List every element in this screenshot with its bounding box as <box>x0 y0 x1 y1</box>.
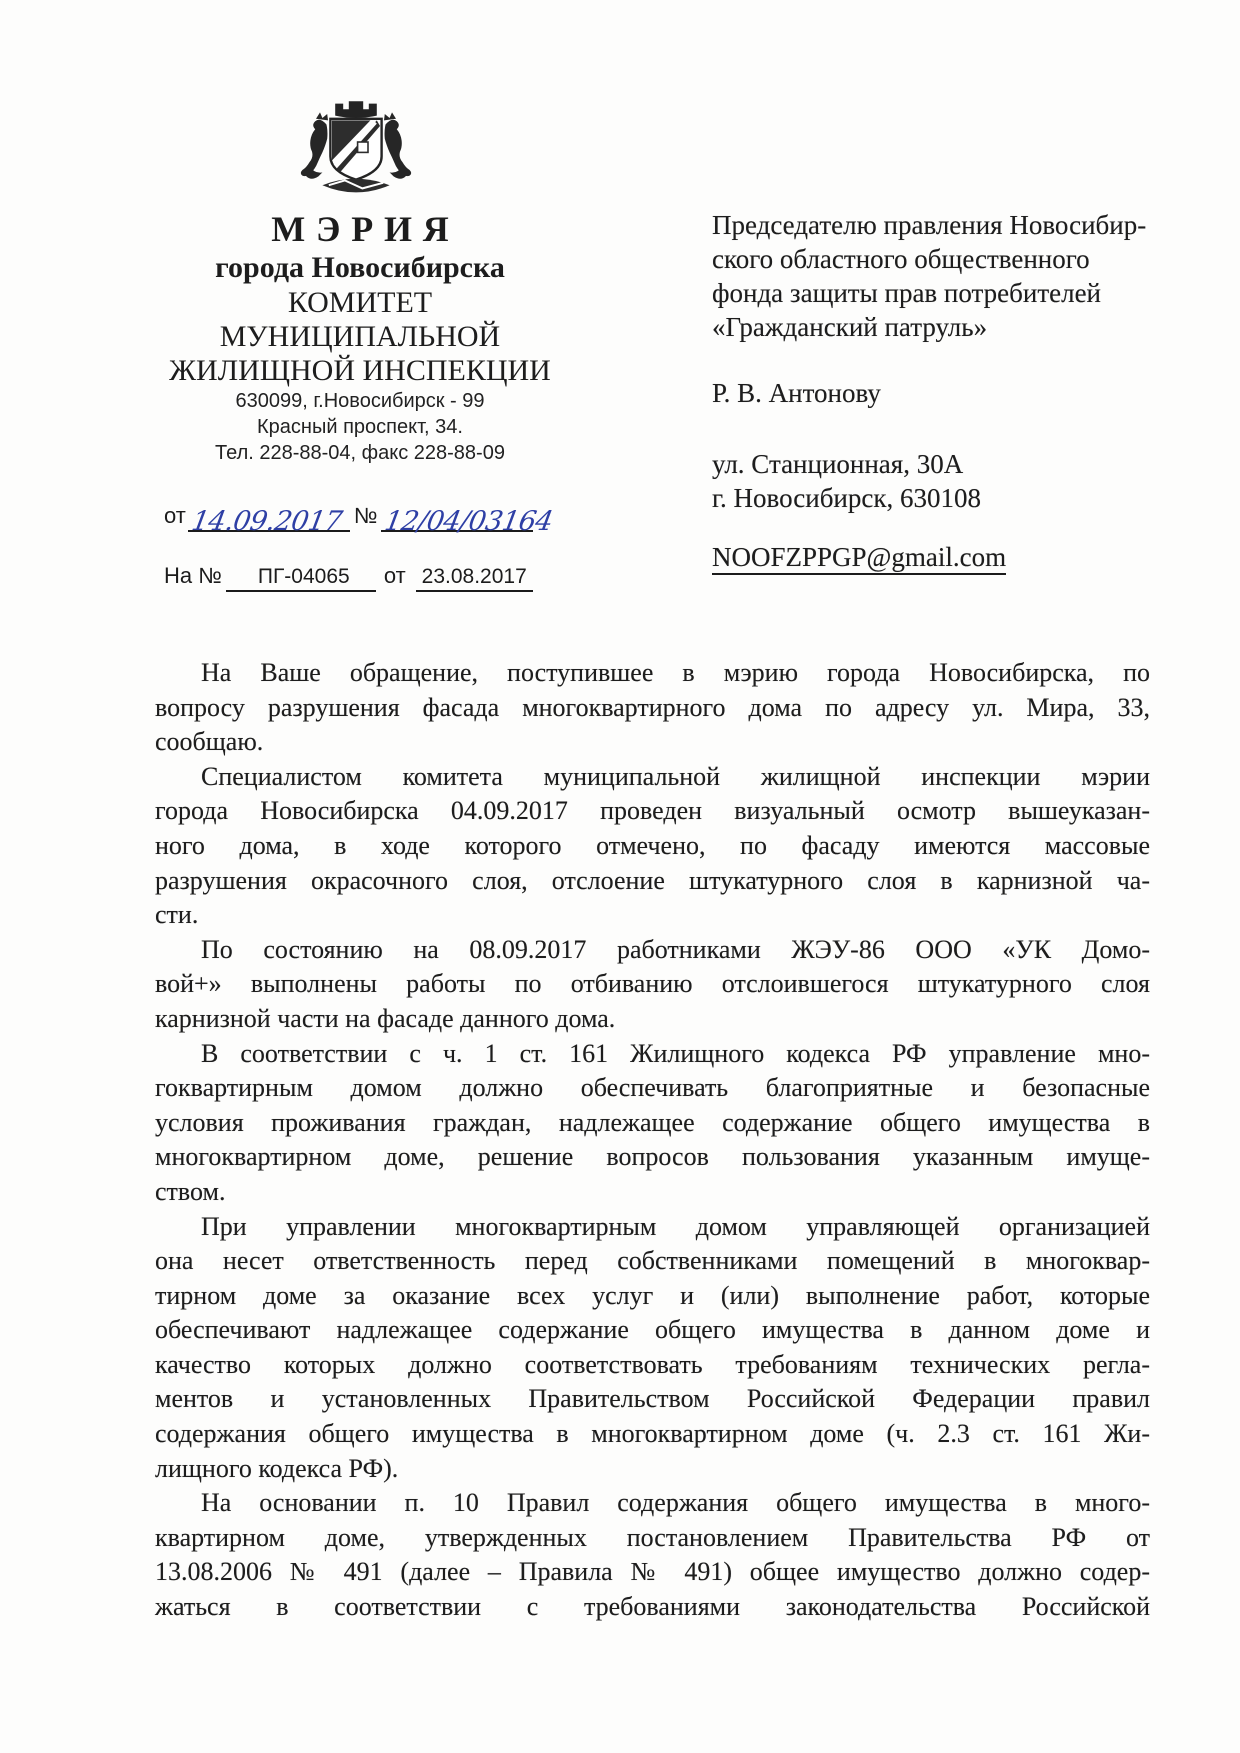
body-text-line: содержания общего имущества в многоквартирном доме (ч. 2.3 ст. 161 Жи- <box>155 1419 1150 1449</box>
org-name-city: города Новосибирска <box>215 251 505 284</box>
recipient-org-line-1: Председателю правления Новосибир- <box>712 210 1147 240</box>
recipient-org-line-4: «Гражданский патруль» <box>712 312 988 342</box>
incoming-date-slot <box>416 556 533 592</box>
body-text-line: сообщаю. <box>155 727 264 757</box>
recipient-block <box>712 208 1192 575</box>
body-text-line: обеспечивают надлежащее содержание общего имущества в данном доме и <box>155 1315 1150 1345</box>
body-text-line: вопросу разрушения фасада многоквартирного дома по адресу ул. Мира, 33, <box>155 692 1150 722</box>
novosibirsk-coat-of-arms-icon <box>300 94 412 206</box>
body-text-line: условия проживания граждан, надлежащее содержание общего имущества в <box>155 1107 1150 1137</box>
body-text-line: сти. <box>155 900 199 930</box>
recipient-email: NOOFZPPGP@gmail.com <box>712 541 1006 575</box>
incoming-from-label: от <box>383 563 406 588</box>
body-text-line: карнизной части на фасаде данного дома. <box>155 1003 616 1033</box>
incoming-reference-line <box>164 556 533 592</box>
recipient-org-line-3: фонда защиты прав потребителей <box>712 278 1102 308</box>
body-text-line: квартирном доме, утвержденных постановлением Правительства РФ от <box>155 1522 1150 1552</box>
incoming-date: 23.08.2017 <box>421 565 527 588</box>
body-text-line: ментов и установленных Правительством Российской Федерации правил <box>155 1384 1150 1414</box>
body-text-line: она несет ответственность перед собственниками помещений в многоквар- <box>155 1246 1150 1276</box>
body-text-line: При управлении многоквартирным домом управляющей организацией <box>201 1211 1150 1241</box>
body-text-line: 13.08.2006 № 491 (далее – Правила № 491) общее имущество должно содер- <box>155 1557 1150 1587</box>
body-text-line: Специалистом комитета муниципальной жилищной инспекции мэрии <box>201 761 1150 791</box>
org-name-mayoralty: МЭРИЯ <box>271 209 460 249</box>
body-text-line: На Ваше обращение, поступившее в мэрию города Новосибирска, по <box>201 658 1150 687</box>
recipient-name: Р. В. Антонову <box>712 378 881 408</box>
recipient-org-line-2: ского областного общественного <box>712 244 1090 274</box>
outgoing-from-label: от <box>164 503 186 528</box>
outgoing-number-sign: № <box>353 503 378 528</box>
body-text-line: тирном доме за оказание всех услуг и (или) выполнение работ, которые <box>155 1280 1150 1310</box>
org-committee-line-3: ЖИЛИЩНОЙ ИНСПЕКЦИИ <box>169 354 551 387</box>
body-text-line: ного дома, в ходе которого отмечено, по фасаду имеются массовые <box>155 830 1150 860</box>
recipient-city-postcode: г. Новосибирск, 630108 <box>712 483 981 513</box>
outgoing-reference-line <box>164 496 556 537</box>
body-text-line: многоквартирном доме, решение вопросов пользования указанным имуще- <box>155 1142 1150 1172</box>
org-committee-line-2: МУНИЦИПАЛЬНОЙ <box>219 320 501 353</box>
org-street-address: Красный проспект, 34. <box>257 416 463 438</box>
outgoing-number-slot <box>381 496 556 537</box>
incoming-reply-label: На № <box>164 563 222 588</box>
body-text-line: гоквартирным домом должно обеспечивать благоприятные и безопасные <box>155 1073 1150 1103</box>
outgoing-date-slot <box>188 496 350 537</box>
body-text-line: жаться в соответствии с требованиями законодательства Российской <box>155 1592 1150 1622</box>
incoming-number: ПГ-04065 <box>257 565 350 588</box>
body-text-line: разрушения окрасочного слоя, отслоение штукатурного слоя в карнизной ча- <box>155 865 1150 895</box>
recipient-street-address: ул. Станционная, 30А <box>712 449 964 479</box>
handwritten-outgoing-number: 12/04/03164 <box>382 506 556 537</box>
body-text-line: По состоянию на 08.09.2017 работниками ЖЭУ-86 ООО «УК Домо- <box>201 934 1150 964</box>
letter-body <box>155 656 1150 1625</box>
org-phone-fax: Тел. 228-88-04, факс 228-88-09 <box>215 442 505 464</box>
body-text-line: города Новосибирска 04.09.2017 проведен визуальный осмотр вышеуказан- <box>155 796 1150 826</box>
handwritten-outgoing-date: 14.09.2017 <box>189 506 345 537</box>
org-committee-line-1: КОМИТЕТ <box>287 286 433 319</box>
incoming-number-slot <box>226 556 376 592</box>
body-text-line: вой+» выполнены работы по отбиванию отслоившегося штукатурного слоя <box>155 969 1150 999</box>
body-text-line: В соответствии с ч. 1 ст. 161 Жилищного кодекса РФ управление мно- <box>201 1038 1150 1068</box>
coat-of-arms-graphic <box>300 94 412 206</box>
body-text-line: лищного кодекса РФ). <box>155 1453 399 1483</box>
body-text-line: На основании п. 10 Правил содержания общего имущества в много- <box>201 1488 1150 1518</box>
body-text-line: качество которых должно соответствовать требованиям технических регла- <box>155 1349 1150 1379</box>
body-text-line: ством. <box>155 1176 226 1206</box>
letterhead <box>88 208 632 466</box>
org-postal-address: 630099, г.Новосибирск - 99 <box>235 390 485 412</box>
